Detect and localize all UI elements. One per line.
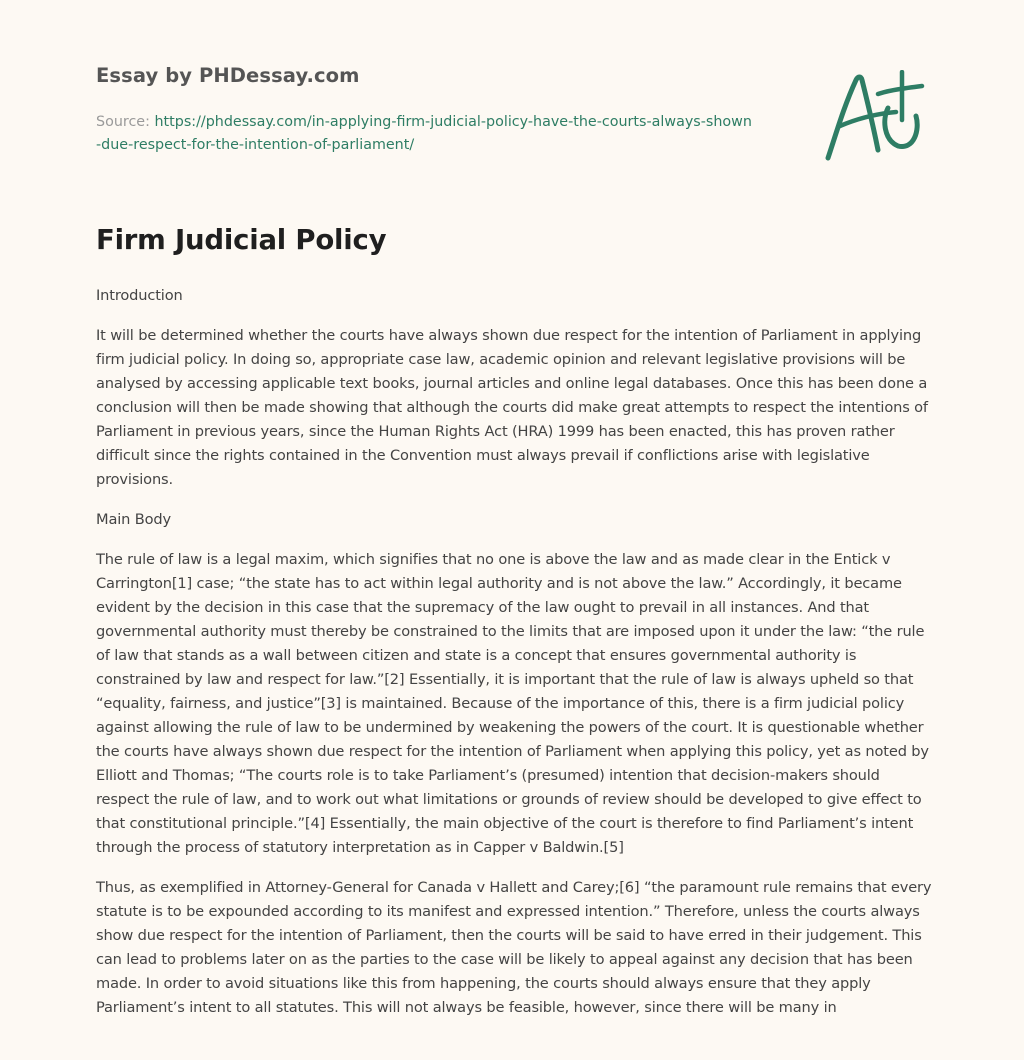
paragraph: The rule of law is a legal maxim, which signifies that no one is above the law and as made clear in the Entick v Carrington[1] case; “the state has to act within legal authority and is not above the law.” Accordingly, it became evident by the decision in this case that the supremacy of the law ought to prevail in all instances. And that governmental authority must thereby be constrained to the limits that are imposed upon it under the law: “the rule of law that stands as a wall between citizen and state is a concept that ensures governmental authority is constrained by law and respect for law.”[2] Essentially, it is important that the rule of law is always upheld so that “equality, fairness, and justice”[3] is maintained. Because of the importance of this, there is a firm judicial policy against allowing the rule of law to be undermined by weakening the powers of the court. It is questionable whether the courts have always shown due respect for the intention of Parliament when applying this policy, yet as noted by Elliott and Thomas; “The courts role is to take Parliament’s (presumed) intention that decision-makers should respect the rule of law, and to work out what limitations or grounds of review should be developed to give effect to that constitutional principle.”[4] Essentially, the main objective of the court is therefore to find Parliament’s intent through the process of statutory interpretation as in Capper v Baldwin.[5] [96,551,929,856]
source-line [96,111,756,157]
a-plus-logo-icon [822,70,926,164]
page-header [96,0,926,200]
source-link[interactable]: https://phdessay.com/in-applying-firm-judicial-policy-have-the-courts-always-shown-due-respect-for-the-intention-of-parliament/ [96,114,752,153]
brand-title: Essay by PHDessay.com [96,64,360,87]
essay-body [96,284,932,1036]
source-label: Source: [96,114,150,130]
paragraph: It will be determined whether the courts have always shown due respect for the intention of Parliament in applying firm judicial policy. In doing so, appropriate case law, academic opinion and relevant legislative provisions will be analysed by accessing applicable text books, journal articles and online legal databases. Once this has been done a conclusion will then be made showing that although the courts did make great attempts to respect the intentions of Parliament in previous years, since the Human Rights Act (HRA) 1999 has been enacted, this has proven rather difficult since the rights contained in the Convention must always prevail if conflictions arise with legislative provisions. [96,327,928,488]
section-heading-main-body: Main Body [96,511,171,528]
paragraph: Thus, as exemplified in Attorney-General for Canada v Hallett and Carey;[6] “the paramount rule remains that every statute is to be expounded according to its manifest and expressed intention.” Therefore, unless the courts always show due respect for the intention of Parliament, then the courts will be said to have erred in their judgement. This can lead to problems later on as the parties to the case will be likely to appeal against any decision that has been made. In order to avoid situations like this from happening, the courts should always ensure that they apply Parliament’s intent to all statutes. This will not always be feasible, however, since there will be many in [96,879,932,1016]
section-heading-introduction: Introduction [96,287,183,304]
essay-title: Firm Judicial Policy [96,224,387,256]
essay-page [96,0,932,1016]
